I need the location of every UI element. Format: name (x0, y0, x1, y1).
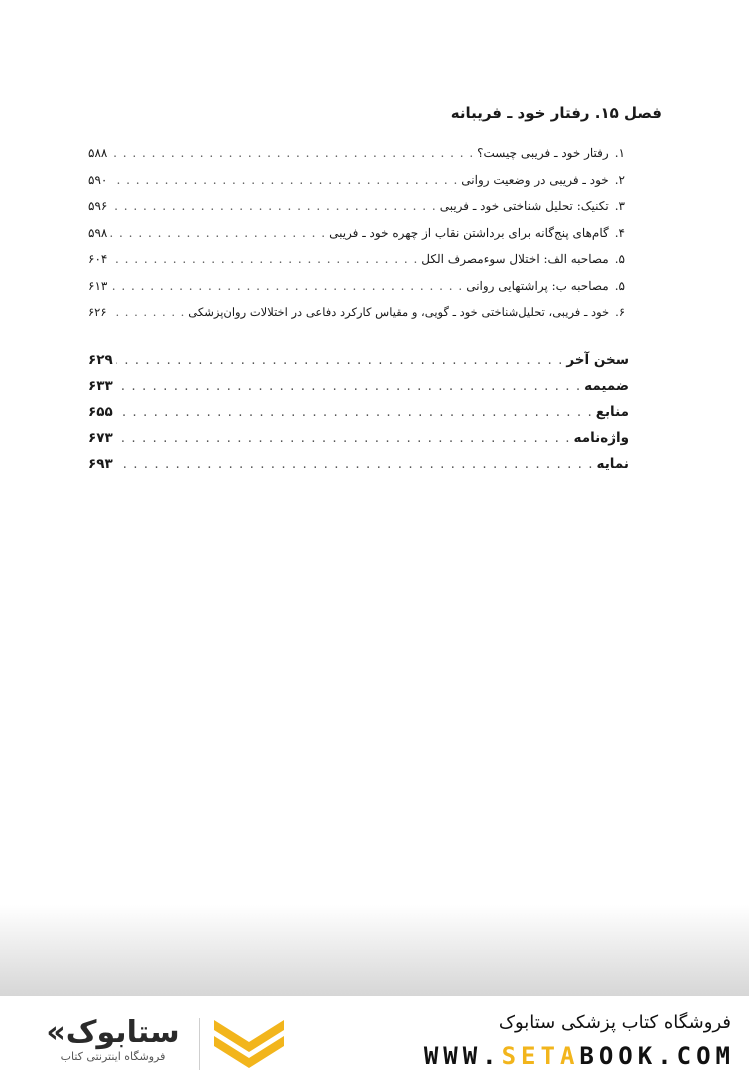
dot-leader (110, 173, 458, 187)
toc-entry[interactable] (88, 378, 629, 404)
entry-title: خود ـ فریبی، تحلیل‌شناختی خود ـ گویی، و مقیاس کارکرد دفاعی در اختلالات روان‌پزشکی (188, 305, 610, 319)
toc-entry[interactable] (88, 279, 625, 306)
publisher-footer (0, 996, 749, 1079)
entry-title: خود ـ فریبی در وضعیت روانی (461, 172, 609, 187)
dot-leader (110, 199, 436, 213)
entry-title: ضمیمه (584, 378, 629, 394)
entry-number: ۶. (615, 305, 625, 319)
entry-page: ۶۹۳ (88, 456, 113, 472)
entry-page: ۵۹۸ (88, 225, 108, 240)
shop-url[interactable] (424, 1042, 735, 1070)
entry-page: ۶۱۳ (88, 278, 108, 293)
dot-leader (110, 279, 463, 293)
entry-title: تکنیک: تحلیل شناختی خود ـ فریبی (439, 199, 609, 213)
url-prefix: WWW. (423, 1042, 502, 1070)
dot-leader (116, 456, 594, 472)
logo-divider (199, 1018, 200, 1070)
toc-entry[interactable] (88, 430, 629, 456)
entry-page: ۶۰۴ (88, 252, 108, 266)
entry-title: گام‌های پنج‌گانه برای برداشتن نقاب از چهره خود ـ فریبی (329, 225, 609, 240)
toc-entry[interactable] (88, 352, 629, 378)
dot-leader (110, 146, 474, 160)
entry-page: ۵۹۰ (88, 172, 108, 187)
dot-leader (110, 252, 418, 266)
entry-title: نمایه (596, 456, 629, 472)
entry-title: مصاحبه الف: اختلال سوءمصرف الکل (421, 252, 609, 266)
entry-page: ۵۹۶ (88, 199, 108, 213)
entry-title: رفتار خود ـ فریبی چیست؟ (477, 146, 609, 160)
book-stack-icon (210, 1014, 288, 1074)
toc-entry[interactable] (88, 146, 625, 173)
entry-number: ۳. (614, 199, 625, 213)
entry-number: ۴. (614, 225, 625, 240)
entry-number: ۵. (614, 278, 625, 293)
logo[interactable] (38, 1016, 188, 1063)
toc-entry[interactable] (88, 456, 629, 482)
dot-leader (116, 404, 593, 420)
entry-page: ۶۵۵ (88, 404, 113, 420)
toc-entry[interactable] (88, 404, 629, 430)
entry-page: ۶۲۹ (88, 352, 113, 368)
chapter-title: فصل ۱۵. رفتار خود ـ فریبانه (450, 104, 662, 122)
url-accent: SETA (501, 1042, 580, 1070)
logo-tagline: فروشگاه اینترنتی کتاب (60, 1050, 166, 1063)
toc-entry[interactable] (88, 173, 625, 200)
entry-title: مصاحبه ب: پراشتهایی روانی (466, 278, 609, 293)
entry-title: واژه‌نامه (573, 430, 629, 446)
section-list (88, 146, 625, 332)
entry-number: ۱. (614, 146, 625, 160)
back-matter-list (88, 352, 629, 482)
toc-entry[interactable] (88, 226, 625, 253)
entry-title: سخن آخر (566, 352, 629, 368)
entry-page: ۶۲۶ (88, 305, 107, 319)
entry-page: ۵۸۸ (88, 146, 108, 160)
entry-number: ۲. (614, 172, 625, 187)
url-suffix: BOOK.COM (579, 1042, 735, 1070)
entry-title: منابع (595, 404, 629, 420)
entry-page: ۶۳۳ (88, 378, 113, 394)
toc-entry[interactable] (88, 305, 625, 332)
dot-leader (116, 430, 571, 446)
dot-leader (110, 305, 186, 319)
entry-page: ۶۷۳ (88, 430, 113, 446)
shop-name: فروشگاه کتاب پزشکی ستابوک (498, 1012, 731, 1033)
entry-number: ۵. (614, 252, 625, 266)
logo-brand: «ستابوک (46, 1015, 180, 1050)
page-edge-shadow (0, 905, 749, 997)
dot-leader (116, 352, 564, 368)
toc-entry[interactable] (88, 252, 625, 279)
dot-leader (116, 378, 581, 394)
toc-entry[interactable] (88, 199, 625, 226)
dot-leader (110, 226, 326, 240)
